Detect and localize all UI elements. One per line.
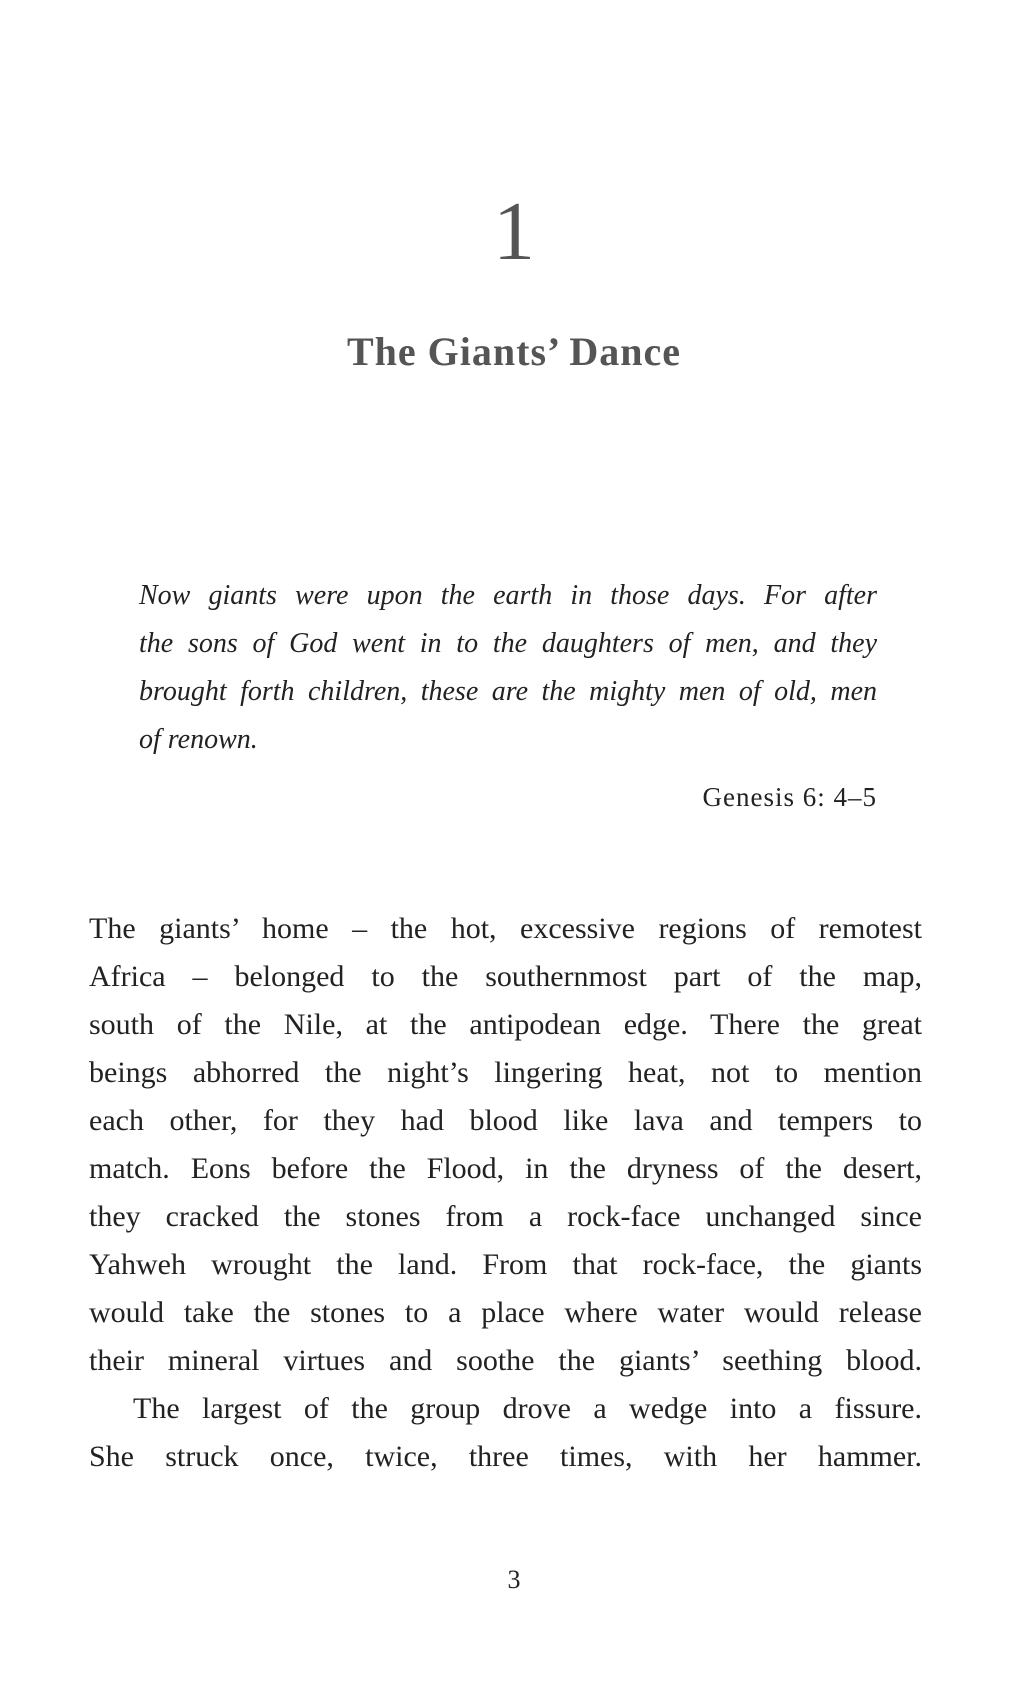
body-line: She struck once, twice, three times, with her hammer. (89, 1440, 922, 1473)
body-line: beings abhorred the night’s lingering heat, not to mention (89, 1056, 922, 1089)
body-line: their mineral virtues and soothe the giants’ seething blood. (89, 1344, 922, 1377)
body-line: Yahweh wrought the land. From that rock-face, the giants (89, 1248, 922, 1281)
body-line: match. Eons before the Flood, in the dryness of the desert, (89, 1152, 922, 1185)
page-number: 3 (507, 1565, 521, 1594)
epigraph-line: of renown. (139, 724, 258, 755)
chapter-title: The Giants’ Dance (346, 329, 682, 374)
body-line: would take the stones to a place where water would release (89, 1296, 922, 1329)
body-line: The giants’ home – the hot, excessive regions of remotest (89, 912, 922, 945)
epigraph-line: brought forth children, these are the mighty men of old, men (139, 676, 877, 707)
body-line: each other, for they had blood like lava and tempers to (89, 1104, 922, 1137)
epigraph-source: Genesis 6: 4–5 (702, 782, 877, 812)
epigraph-line: the sons of God went in to the daughters of men, and they (139, 628, 877, 659)
epigraph-line: Now giants were upon the earth in those days. For after (139, 580, 877, 611)
chapter-number: 1 (493, 185, 535, 278)
body-line: Africa – belonged to the southernmost part of the map, (89, 960, 922, 993)
body-line: south of the Nile, at the antipodean edge. There the great (89, 1008, 922, 1041)
body-text (89, 905, 922, 1481)
body-line: The largest of the group drove a wedge into a fissure. (133, 1392, 922, 1425)
body-line: they cracked the stones from a rock-face unchanged since (89, 1200, 922, 1233)
epigraph (139, 572, 877, 764)
